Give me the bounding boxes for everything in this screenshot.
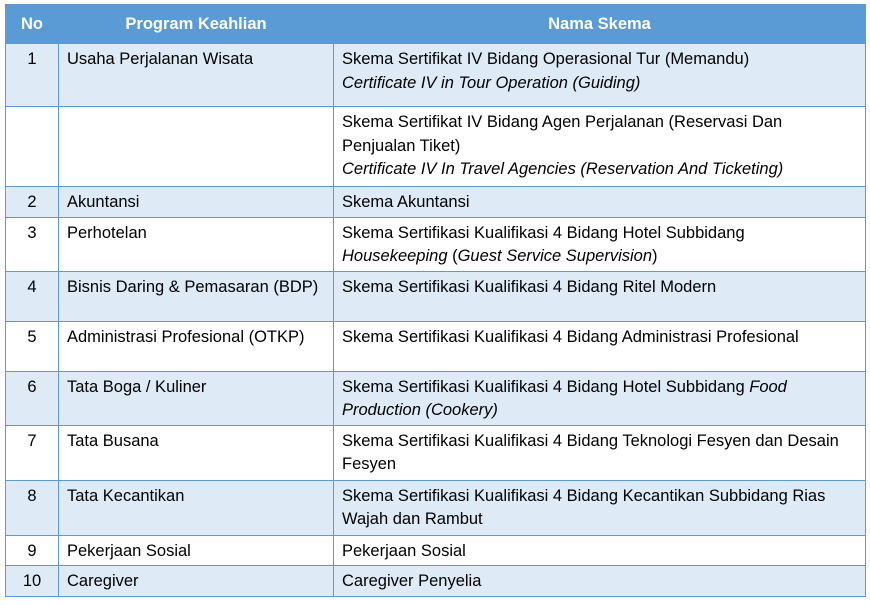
skema-italic: Housekeeping [342, 247, 448, 265]
row-no: 7 [6, 425, 59, 480]
table-row [6, 321, 866, 371]
skema-italic: Food Production (Cookery) [342, 377, 787, 419]
row-program: Perhotelan [59, 217, 334, 271]
row-no: 5 [6, 321, 59, 371]
header-program: Program Keahlian [59, 5, 334, 44]
row-no [6, 107, 59, 187]
header-no: No [6, 5, 59, 44]
row-program: Pekerjaan Sosial [59, 535, 334, 566]
row-program: Akuntansi [59, 187, 334, 218]
row-no: 3 [6, 217, 59, 271]
skema-text: Skema Sertifikat IV Bidang Operasional Tur (Memandu) [342, 50, 750, 68]
row-no: 8 [6, 480, 59, 535]
skema-text: Skema Sertifikasi Kualifikasi 4 Bidang Hotel Subbidang [342, 223, 745, 242]
row-skema [334, 217, 866, 271]
row-no: 4 [6, 271, 59, 321]
skema-english: Certificate IV in Tour Operation (Guiding) [342, 73, 641, 92]
row-skema: Skema Sertifikasi Kualifikasi 4 Bidang Teknologi Fesyen dan Desain Fesyen [334, 425, 866, 480]
skema-table [5, 4, 866, 597]
table-row [6, 217, 866, 271]
row-skema: Skema Sertifikasi Kualifikasi 4 Bidang Administrasi Profesional [334, 321, 866, 371]
skema-italic-2: Guest Service Supervision [457, 247, 653, 265]
row-skema: Skema Sertifikasi Kualifikasi 4 Bidang Ritel Modern [334, 271, 866, 321]
table-row [6, 425, 866, 480]
table-row [6, 271, 866, 321]
row-program: Administrasi Profesional (OTKP) [59, 321, 334, 371]
row-skema: Skema Akuntansi [334, 187, 866, 218]
table-row [6, 44, 866, 107]
header-row [6, 5, 866, 44]
row-no: 2 [6, 187, 59, 218]
skema-paren-open: ( [447, 247, 458, 265]
row-no: 10 [6, 566, 59, 597]
row-skema [334, 371, 866, 425]
row-skema: Skema Sertifikasi Kualifikasi 4 Bidang Kecantikan Subbidang Rias Wajah dan Rambut [334, 480, 866, 535]
row-skema: Pekerjaan Sosial [334, 535, 866, 566]
table-row [6, 535, 866, 566]
row-program: Tata Boga / Kuliner [59, 371, 334, 425]
row-skema: Caregiver Penyelia [334, 566, 866, 597]
skema-text: Skema Sertifikat IV Bidang Agen Perjalanan (Reservasi Dan Penjualan Tiket) [342, 113, 783, 155]
skema-text: Skema Sertifikasi Kualifikasi 4 Bidang Hotel Subbidang [342, 377, 750, 396]
row-no: 1 [6, 44, 59, 107]
row-program: Usaha Perjalanan Wisata [59, 44, 334, 107]
table-row [6, 371, 866, 425]
skema-english: Certificate IV In Travel Agencies (Reservation And Ticketing) [342, 160, 784, 178]
table-row [6, 107, 866, 187]
row-no: 6 [6, 371, 59, 425]
row-program [59, 107, 334, 187]
row-skema [334, 44, 866, 107]
row-no: 9 [6, 535, 59, 566]
row-program: Tata Busana [59, 425, 334, 480]
row-program: Bisnis Daring & Pemasaran (BDP) [59, 271, 334, 321]
skema-paren-close: ) [652, 247, 658, 265]
row-program: Caregiver [59, 566, 334, 597]
row-program: Tata Kecantikan [59, 480, 334, 535]
table-row [6, 480, 866, 535]
row-skema [334, 107, 866, 187]
table-row [6, 187, 866, 218]
header-skema: Nama Skema [334, 5, 866, 44]
table-row [6, 566, 866, 597]
